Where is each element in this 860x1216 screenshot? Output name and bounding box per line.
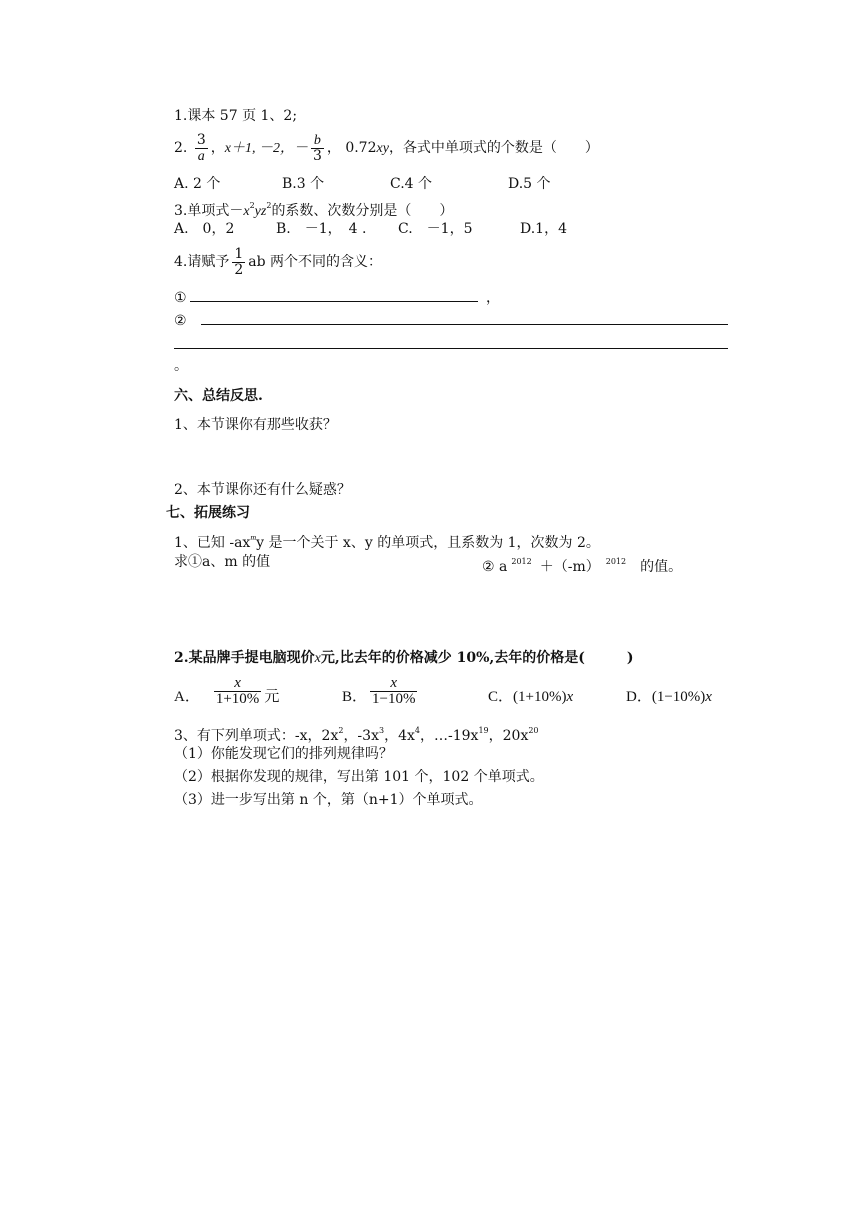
section-7-title: 七、拓展练习 — [166, 505, 250, 521]
q2-number: 2. — [174, 140, 188, 156]
answer-blank-1-comma: ， — [486, 290, 500, 306]
question-1: 1.课本 57 页 1、2; — [174, 108, 298, 124]
problem-2-options — [174, 676, 734, 720]
p2-option-c: C．(1+10%)x — [488, 689, 574, 705]
p2-option-a: A． $\frac{x}{1+10\%}$ 元 — [174, 675, 280, 708]
q3-options — [174, 220, 734, 238]
section-7-problem-1: 1、已知 $-ax^my$ 是一个关于 x、y 的单项式，且系数为 1，次数为 2。 — [174, 533, 600, 551]
answer-blank-2-line[interactable] — [201, 324, 728, 325]
answer-blank-1-line[interactable] — [190, 301, 478, 302]
answer-blank-2-mark: ② — [174, 313, 187, 329]
section-6-title: 六、总结反思. — [174, 388, 263, 404]
ask-part-2: ② a $^{2012}$ ＋（-m） $^{2012}$ 的值。 — [482, 557, 683, 575]
q3-option-d: D.1，4 — [520, 221, 567, 237]
problem-3-question-3: （3）进一步写出第 n 个，第（n+1）个单项式。 — [174, 792, 483, 808]
q2-option-a: A. 2 个 — [174, 176, 221, 192]
section-7-problem-2: 2.某品牌手提电脑现价x元,比去年的价格减少 10%,去年的价格是( ) — [174, 650, 634, 666]
problem-3-question-1: （1）你能发现它们的排列规律吗？ — [174, 746, 393, 762]
section-7-problem-3: 3、有下列单项式：-x，$2x^2$，$-3x^3$，$4x^4$，$\dots-19x^{19}$，$20x^{20}$ — [174, 726, 539, 744]
section-6-item-2: 2、本节课你还有什么疑惑？ — [174, 482, 351, 498]
q2-option-b: B.3 个 — [282, 176, 325, 192]
ask-part-1: 求①a、m 的值 — [174, 554, 271, 570]
question-3: 3.单项式$-x^2yz^2$的系数、次数分别是（ ） — [174, 201, 454, 219]
fraction-b-over-3: $\frac{b}{3}$ — [312, 132, 322, 164]
answer-blank-2-line-2[interactable] — [174, 348, 728, 349]
section-6-item-1: 1、本节课你有那些收获？ — [174, 417, 337, 433]
section-7-problem-1-ask — [174, 553, 734, 575]
answer-blank-1-mark: ① — [174, 290, 187, 306]
q2-expr: x＋1, －2，－ — [224, 141, 308, 156]
q3-option-c: C. －1，5 — [398, 221, 473, 237]
answer-period: 。 — [174, 358, 188, 374]
q2-options — [174, 175, 734, 193]
fraction-one-half: $\frac{1}{2}$ — [234, 245, 244, 278]
problem-3-question-2: （2）根据你发现的规律，写出第 101 个，102 个单项式。 — [174, 769, 544, 785]
question-4: 4.请赋予 $\frac{1}{2}$ ab 两个不同的含义： — [174, 245, 383, 278]
q3-option-b: B. －1， 4 . — [276, 221, 367, 237]
q2-option-c: C.4 个 — [390, 176, 433, 192]
fraction-3-over-a: $\frac{3}{a}$ — [196, 131, 206, 164]
p2-option-d: D．(1−10%)x — [626, 689, 712, 705]
q2-option-d: D.5 个 — [508, 176, 551, 192]
question-2: 2. $\frac{3}{a}$ ，x＋1, －2，－ $\frac{b}{3}$ ， 0.72xy，各式中单项式的个数是（ ） — [174, 131, 599, 164]
q3-option-a: A. 0，2 — [174, 221, 235, 237]
p2-option-b: B． $\frac{x}{1-10\%}$ — [342, 675, 416, 708]
